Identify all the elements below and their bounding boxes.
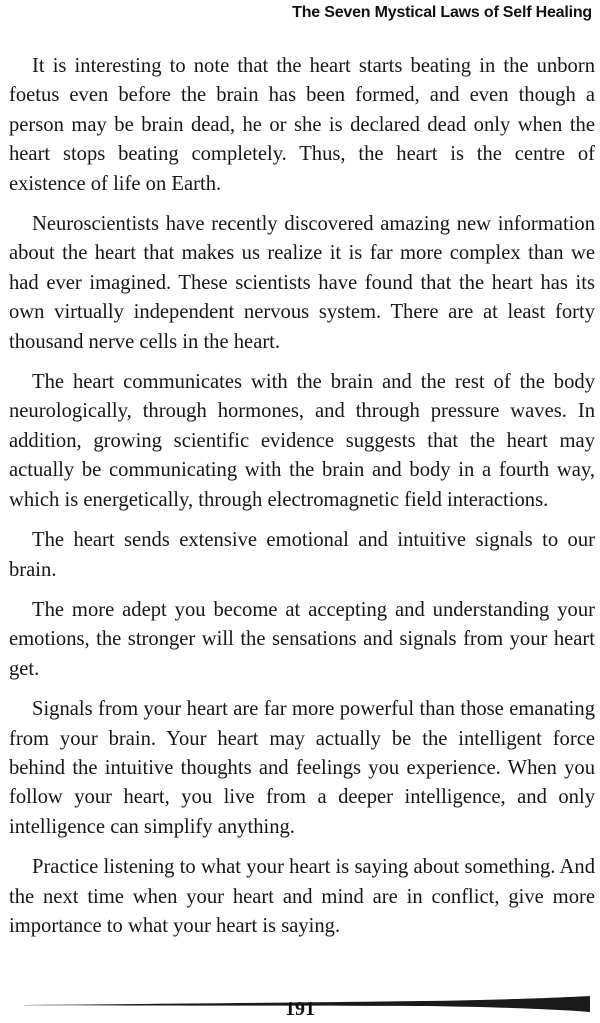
running-header: The Seven Mystical Laws of Self Healing	[292, 4, 592, 21]
paragraph: It is interesting to note that the heart starts beating in the unborn foetus even before the brain has been formed, and even though a person may be brain dead, he or she is declared dead only when the heart stops beating completely. Thus, the heart is the centre of existence of life on Earth.	[9, 55, 595, 195]
body-text	[9, 52, 595, 952]
paragraph: Practice listening to what your heart is saying about something. And the next time when your heart and mind are in conflict, give more importance to what your heart is saying.	[9, 856, 595, 937]
paragraph: The more adept you become at accepting and understanding your emotions, the stronger will the sensations and signals from your heart get.	[9, 598, 595, 680]
paragraph: Signals from your heart are far more powerful than those emanating from your brain. Your heart may actually be the intelligent force behind the intuitive thoughts and feelings you experience. When you follow your heart, you live from a deeper intelligence, and only intelligence can simplify anything.	[9, 698, 595, 838]
paragraph: The heart communicates with the brain and the rest of the body neurologically, through hormones, and through pressure waves. In addition, growing scientific evidence suggests that the heart may actually be communicating with the brain and body in a fourth way, which is energetically, through electromagnetic field interactions.	[9, 371, 595, 511]
paragraph: Neuroscientists have recently discovered amazing new information about the heart that makes us realize it is far more complex than we had ever imagined. These scientists have found that the heart has its own virtually independent nervous system. There are at least forty thousand nerve cells in the heart.	[9, 213, 595, 353]
paragraph: The heart sends extensive emotional and intuitive signals to our brain.	[9, 529, 595, 581]
page-number: 191	[285, 998, 315, 1020]
